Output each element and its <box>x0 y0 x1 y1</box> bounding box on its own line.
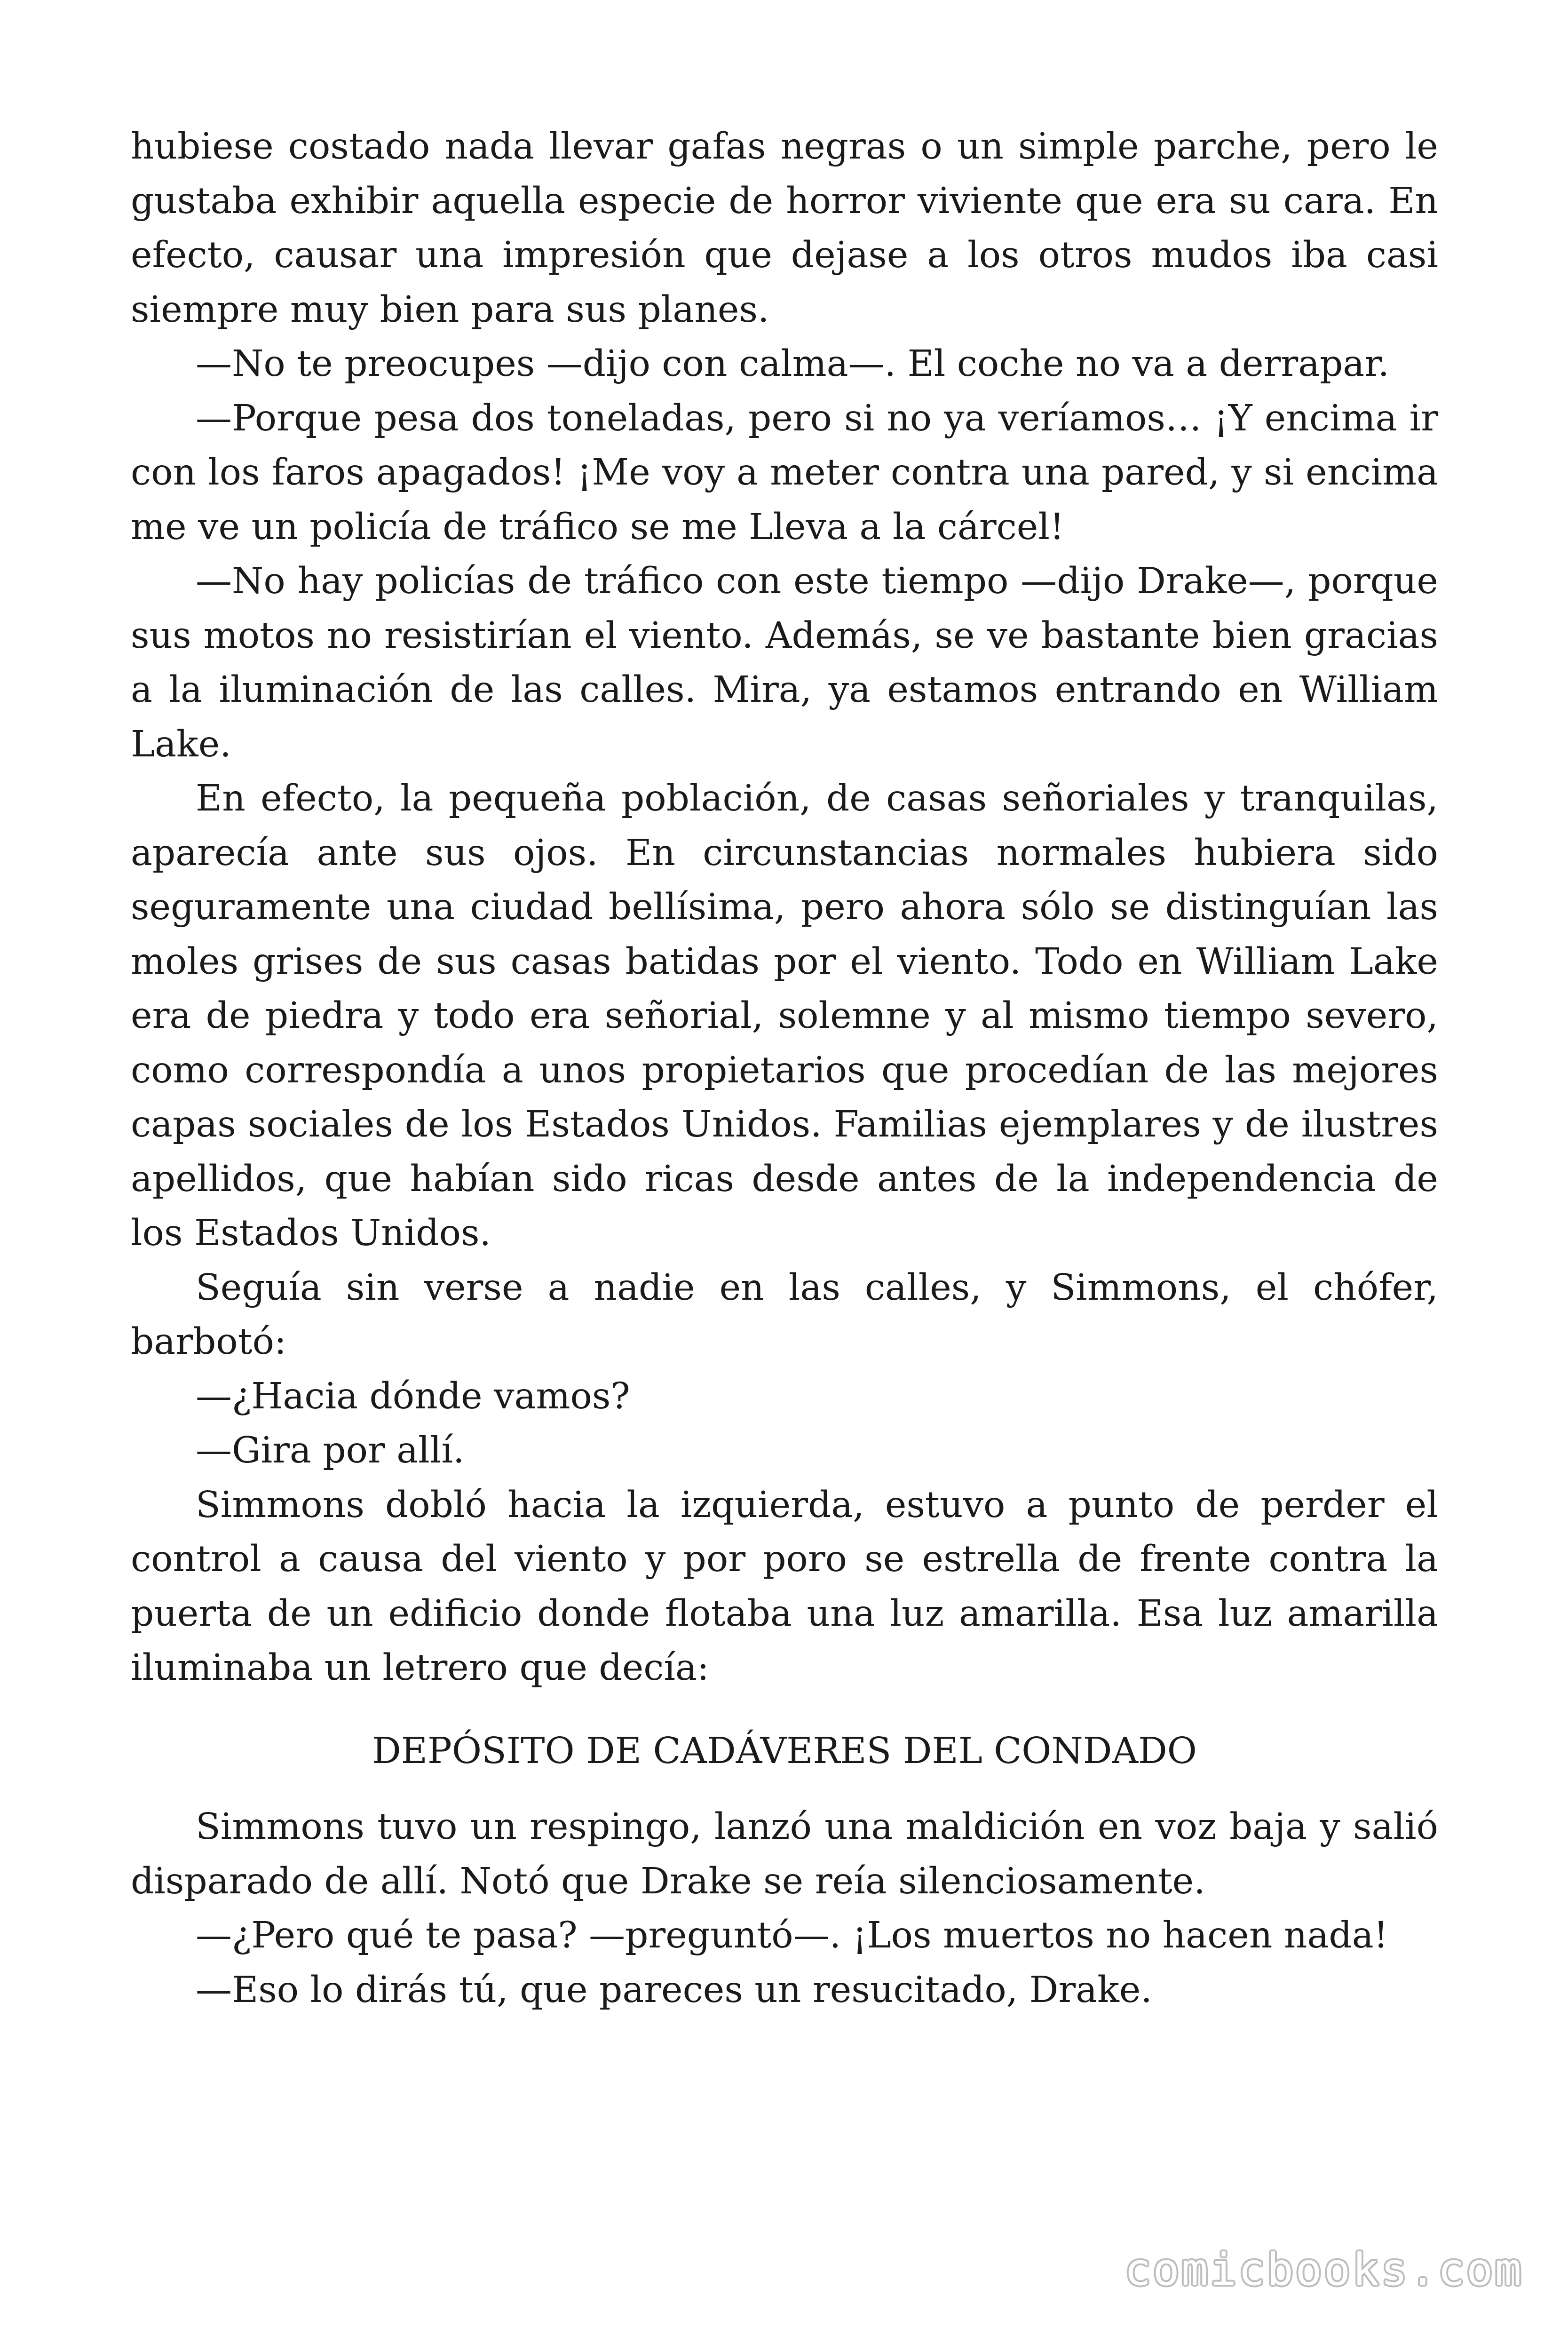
watermark-logo: comicbooks.com <box>1124 2244 1523 2296</box>
sign-heading: DEPÓSITO DE CADÁVERES DEL CONDADO <box>372 1730 1197 1772</box>
narrative-paragraph: Seguía sin verse a nadie en las calles, y Simmons, el chófer, barbotó: <box>131 1266 1438 1363</box>
book-page <box>131 119 1438 2017</box>
dialogue-paragraph: —Eso lo dirás tú, que pareces un resucitado, Drake. <box>196 1969 1152 2011</box>
narrative-paragraph: Simmons tuvo un respingo, lanzó una maldición en voz baja y salió disparado de allí. Notó que Drake se reía silenciosamente. <box>131 1806 1438 1902</box>
dialogue-paragraph: —No hay policías de tráfico con este tiempo —dijo Drake—, porque sus motos no resistirían el viento. Además, se ve bastante bien gracias a la iluminación de las calles. Mira, ya estamos entrando en William Lake. <box>131 560 1438 765</box>
narrative-paragraph: En efecto, la pequeña población, de casas señoriales y tranquilas, aparecía ante sus ojos. En circunstancias normales hubiera sido seguramente una ciudad bellísima, pero ahora sólo se distinguían las moles grises de sus casas batidas por el viento. Todo en William Lake era de piedra y todo era señorial, solemne y al mismo tiempo severo, como correspondía a unos propietarios que procedían de las mejores capas sociales de los Estados Unidos. Familias ejemplares y de ilustres apellidos, que habían sido ricas desde antes de la independencia de los Estados Unidos. <box>131 778 1438 1254</box>
paragraph-continuation: hubiese costado nada llevar gafas negras o un simple parche, pero le gustaba exhibir aquella especie de horror viviente que era su cara. En efecto, causar una impresión que dejase a los otros mudos iba casi siempre muy bien para sus planes. <box>131 126 1438 331</box>
dialogue-paragraph: —No te preocupes —dijo con calma—. El coche no va a derrapar. <box>196 343 1390 385</box>
dialogue-paragraph: —Porque pesa dos toneladas, pero si no ya veríamos… ¡Y encima ir con los faros apagados! ¡Me voy a meter contra una pared, y si encima me ve un policía de tráfico se me Lleva a la cárcel! <box>131 397 1438 548</box>
dialogue-paragraph: —¿Hacia dónde vamos? <box>196 1375 630 1417</box>
dialogue-paragraph: —¿Pero qué te pasa? —preguntó—. ¡Los muertos no hacen nada! <box>196 1915 1388 1956</box>
narrative-paragraph: Simmons dobló hacia la izquierda, estuvo a punto de perder el control a causa del viento y por poro se estrella de frente contra la puerta de un edificio donde flotaba una luz amarilla. Esa luz amarilla iluminaba un letrero que decía: <box>131 1484 1438 1689</box>
dialogue-paragraph: —Gira por allí. <box>196 1430 465 1471</box>
